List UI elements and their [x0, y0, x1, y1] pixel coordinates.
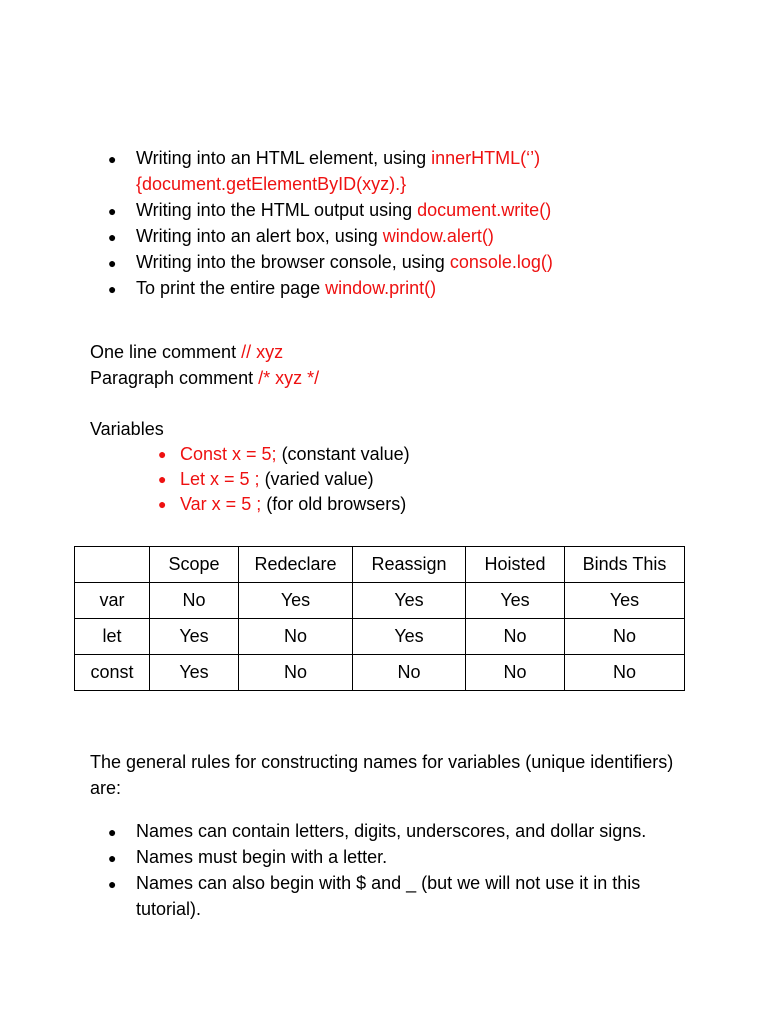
list-item: [90, 223, 553, 249]
naming-rules-list: [90, 818, 690, 922]
table-header-cell: Hoisted: [466, 547, 565, 583]
list-item: [90, 145, 553, 197]
comments-section: [90, 339, 319, 391]
table-cell: var: [75, 583, 150, 619]
list-item: [158, 492, 410, 517]
item-text: Names must begin with a letter.: [136, 847, 388, 867]
item-note: (varied value): [259, 469, 374, 489]
item-text: Writing into an alert box, using: [136, 226, 383, 246]
variables-heading: Variables: [90, 419, 164, 439]
code-snippet: Let x = 5 ;: [180, 469, 260, 489]
table-header-cell: Redeclare: [239, 547, 353, 583]
item-text: To print the entire page: [136, 278, 326, 298]
code-snippet: window.alert(): [382, 226, 494, 246]
one-line-comment: [90, 339, 319, 365]
paragraph-comment: [90, 365, 319, 391]
bullet-icon: ●: [108, 281, 117, 297]
list-item: [90, 197, 553, 223]
table-row: [75, 655, 685, 691]
table-cell: No: [565, 619, 685, 655]
naming-rules-intro: The general rules for constructing names for variables (unique identifiers) are:: [90, 752, 674, 798]
item-text: Names can contain letters, digits, underscores, and dollar signs.: [136, 821, 647, 841]
table-cell: No: [466, 655, 565, 691]
list-item: [158, 442, 410, 467]
table-cell: No: [353, 655, 466, 691]
list-item: [90, 275, 553, 301]
item-text: Writing into the HTML output using: [136, 200, 418, 220]
table-cell: No: [150, 583, 239, 619]
table-header-cell: Reassign: [353, 547, 466, 583]
variable-comparison-table: [74, 546, 685, 691]
code-snippet: Const x = 5;: [180, 444, 277, 464]
table-cell: No: [239, 655, 353, 691]
item-text: Writing into an HTML element, using: [136, 148, 432, 168]
bullet-icon: ●: [108, 876, 117, 892]
code-snippet: // xyz: [241, 342, 284, 362]
table-row: [75, 583, 685, 619]
bullet-icon: ●: [108, 203, 117, 219]
table-header-cell: [75, 547, 150, 583]
item-note: (constant value): [276, 444, 410, 464]
output-methods-list: [90, 145, 553, 301]
bullet-icon: ●: [108, 255, 117, 271]
table-cell: Yes: [466, 583, 565, 619]
table-cell: const: [75, 655, 150, 691]
table-row: [75, 619, 685, 655]
comment-label: One line comment: [90, 342, 242, 362]
list-item: [90, 249, 553, 275]
list-item: [90, 818, 690, 844]
list-item: [90, 870, 690, 922]
code-snippet: innerHTML(‘’): [431, 148, 541, 168]
code-snippet: /* xyz */: [258, 368, 320, 388]
list-item: [90, 844, 690, 870]
bullet-icon: ●: [158, 446, 167, 462]
table-cell: No: [565, 655, 685, 691]
bullet-icon: ●: [158, 496, 167, 512]
bullet-icon: ●: [108, 229, 117, 245]
bullet-icon: ●: [108, 824, 117, 840]
table-cell: Yes: [565, 583, 685, 619]
code-snippet-continued: {document.getElementByID(xyz).}: [136, 174, 407, 194]
comment-label: Paragraph comment: [90, 368, 259, 388]
item-note: (for old browsers): [261, 494, 407, 514]
item-text: Writing into the browser console, using: [136, 252, 450, 272]
table-cell: let: [75, 619, 150, 655]
bullet-icon: ●: [108, 850, 117, 866]
code-snippet: document.write(): [417, 200, 552, 220]
code-snippet: Var x = 5 ;: [180, 494, 262, 514]
table-header-cell: Scope: [150, 547, 239, 583]
table-cell: Yes: [239, 583, 353, 619]
table-header-cell: Binds This: [565, 547, 685, 583]
bullet-icon: ●: [108, 151, 117, 167]
table-cell: Yes: [353, 583, 466, 619]
table-cell: Yes: [353, 619, 466, 655]
variables-list: [158, 442, 410, 517]
table-cell: Yes: [150, 655, 239, 691]
table-cell: No: [466, 619, 565, 655]
code-snippet: window.print(): [325, 278, 437, 298]
table-cell: Yes: [150, 619, 239, 655]
list-item: [158, 467, 410, 492]
table-cell: No: [239, 619, 353, 655]
bullet-icon: ●: [158, 471, 167, 487]
table-header-row: [75, 547, 685, 583]
item-text: Names can also begin with $ and _ (but we will not use it in this tutorial).: [136, 873, 641, 919]
code-snippet: console.log(): [449, 252, 553, 272]
